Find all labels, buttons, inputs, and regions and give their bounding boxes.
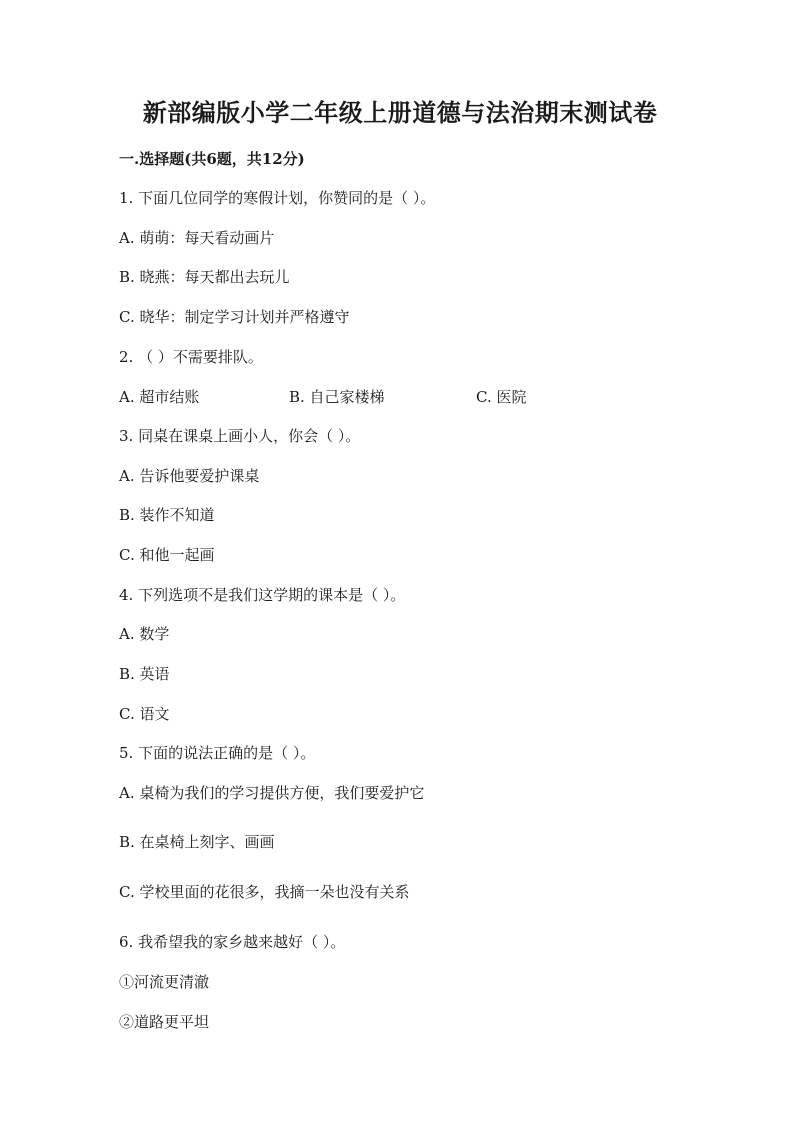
question-2-option-c: C. 医院 [476, 388, 527, 406]
question-6-option-2: ②道路更平坦 [119, 1013, 210, 1031]
question-3-stem: 3. 同桌在课桌上画小人，你会（ ）。 [119, 427, 361, 445]
question-4-option-c: C. 语文 [119, 705, 170, 723]
section-heading: 一.选择题(共6题，共12分) [119, 150, 305, 168]
question-4-option-a: A. 数学 [119, 625, 170, 643]
question-6-option-1: ①河流更清澈 [119, 973, 210, 991]
question-1-option-b: B. 晓燕：每天都出去玩儿 [119, 268, 290, 286]
question-1-option-c: C. 晓华：制定学习计划并严格遵守 [119, 308, 350, 326]
question-2-stem: 2. （ ）不需要排队。 [119, 348, 263, 366]
question-3-option-b: B. 装作不知道 [119, 506, 215, 524]
question-4-option-b: B. 英语 [119, 665, 170, 683]
question-4-stem: 4. 下列选项不是我们这学期的课本是（ ）。 [119, 586, 406, 604]
page-title: 新部编版小学二年级上册道德与法治期末测试卷 [142, 98, 658, 127]
question-3-option-c: C. 和他一起画 [119, 546, 215, 564]
question-2-option-a: A. 超市结账 [119, 388, 200, 406]
question-2-option-b: B. 自己家楼梯 [289, 388, 385, 406]
question-6-stem: 6. 我希望我的家乡越来越好（ ）。 [119, 933, 346, 951]
question-1-option-a: A. 萌萌：每天看动画片 [119, 229, 275, 247]
question-3-option-a: A. 告诉他要爱护课桌 [119, 467, 260, 485]
question-5-option-b: B. 在桌椅上刻字、画画 [119, 833, 275, 851]
question-5-option-c: C. 学校里面的花很多，我摘一朵也没有关系 [119, 883, 410, 901]
question-5-option-a: A. 桌椅为我们的学习提供方便，我们要爱护它 [119, 784, 425, 802]
question-5-stem: 5. 下面的说法正确的是（ ）。 [119, 744, 316, 762]
question-1-stem: 1. 下面几位同学的寒假计划，你赞同的是（ ）。 [119, 189, 436, 207]
